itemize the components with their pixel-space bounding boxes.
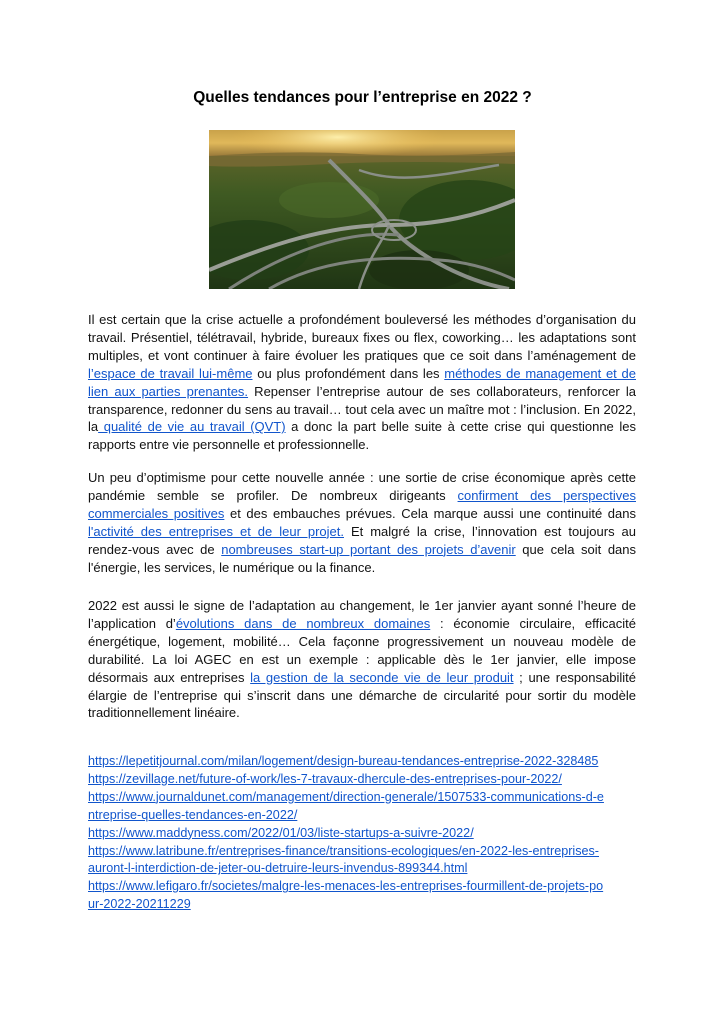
- paragraph-text: Repenser l’entreprise autour de ses collaborateurs, renforcer la transparence, redonner du sens au travail… tout cela avec un maître mot : l’inclusion. En 2022, la: [88, 383, 636, 435]
- source-link-journaldunet-cont[interactable]: ntreprise-quelles-tendances-en-2022/: [88, 807, 298, 822]
- link-perspectives-commerciales[interactable]: confirment des perspectives commerciales positives: [88, 487, 636, 521]
- highway-interchange-image: [209, 130, 515, 289]
- paragraph-optimism: [88, 469, 636, 576]
- paragraph-text: Il est certain que la crise actuelle a profondément bouleversé les méthodes d’organisation du travail. Présentiel, télétravail, hybride, bureaux fixes ou flex, coworking… les adaptations sont multiples, et vont continuer à faire évoluer les pratiques que ce soit dans l’aménagement de: [88, 312, 636, 363]
- paragraph-text: : économie circulaire, efficacité énergétique, logement, mobilité… Cela façonne progressivement un nouveau modèle de durabilité. La loi AGEC en est un exemple : applicable dès le 1er janvier, elle impose désormais aux entreprises: [88, 615, 637, 685]
- source-link-zevillage[interactable]: https://zevillage.net/future-of-work/les-7-travaux-dhercule-des-entreprises-pour-2022/: [88, 771, 562, 786]
- link-evolutions-domaines[interactable]: évolutions dans de nombreux domaines: [175, 615, 431, 631]
- link-activite-des-entreprises[interactable]: l'activité des entreprises et de leur projet.: [88, 523, 344, 539]
- paragraph-text: Un peu d’optimisme pour cette nouvelle année : une sortie de crise économique après cette pandémie semble se profiler. De nombreux dirigeants: [88, 470, 636, 503]
- source-link-journaldunet[interactable]: https://www.journaldunet.com/management/direction-generale/1507533-communications-d-e: [88, 789, 604, 804]
- paragraph-text: 2022 est aussi le signe de l’adaptation au changement, le 1er janvier ayant sonné l’heure de l’application d’: [88, 598, 636, 631]
- paragraph-workplace-trends: [88, 311, 636, 454]
- highway-aerial-photo: [209, 130, 515, 289]
- source-link-lefigaro-cont[interactable]: ur-2022-20211229: [88, 897, 191, 912]
- link-start-up-projets[interactable]: nombreuses start-up portant des projets d’avenir: [221, 541, 516, 557]
- paragraph-text: Et malgré la crise, l’innovation est toujours au rendez-vous avec de: [88, 523, 636, 557]
- paragraph-text: que cela soit dans l'énergie, les services, le numérique ou la finance.: [88, 541, 637, 575]
- source-links-list: [88, 753, 640, 914]
- source-link-lefigaro[interactable]: https://www.lefigaro.fr/societes/malgre-les-menaces-les-entreprises-fourmillent-de-projets-po: [88, 879, 604, 894]
- link-methodes-de-management[interactable]: méthodes de management et de lien aux parties prenantes.: [88, 365, 636, 399]
- page-title: Quelles tendances pour l’entreprise en 2022 ?: [193, 89, 532, 106]
- source-link-maddyness[interactable]: https://www.maddyness.com/2022/01/03/liste-startups-a-suivre-2022/: [88, 825, 474, 840]
- paragraph-text: ou plus profondément dans les: [252, 365, 445, 381]
- link-seconde-vie-produit[interactable]: la gestion de la seconde vie de leur produit: [250, 669, 514, 685]
- paragraph-adaptation: [88, 597, 636, 722]
- paragraph-text: et des embauches prévues. Cela marque aussi une continuité dans: [224, 505, 637, 521]
- link-espace-de-travail[interactable]: l’espace de travail lui-même: [88, 365, 253, 381]
- paragraph-text: a donc la part belle suite à cette crise qui questionne les rapports entre vie personnelle et professionnelle.: [88, 419, 636, 453]
- source-link-lepetitjournal[interactable]: https://lepetitjournal.com/milan/logement/design-bureau-tendances-entreprise-2022-328485: [88, 754, 599, 768]
- source-link-latribune[interactable]: https://www.latribune.fr/entreprises-finance/transitions-ecologiques/en-2022-les-entreprises-: [88, 843, 599, 858]
- source-link-latribune-cont[interactable]: auront-l-interdiction-de-jeter-ou-detruire-leurs-invendus-899344.html: [88, 861, 468, 876]
- paragraph-text: ; une responsabilité élargie de l’entreprise qui s’inscrit dans une démarche de circularité pour sortir du modèle traditionnellement linéaire.: [88, 669, 636, 721]
- link-qualite-de-vie-au-travail[interactable]: qualité de vie au travail (QVT): [98, 419, 286, 435]
